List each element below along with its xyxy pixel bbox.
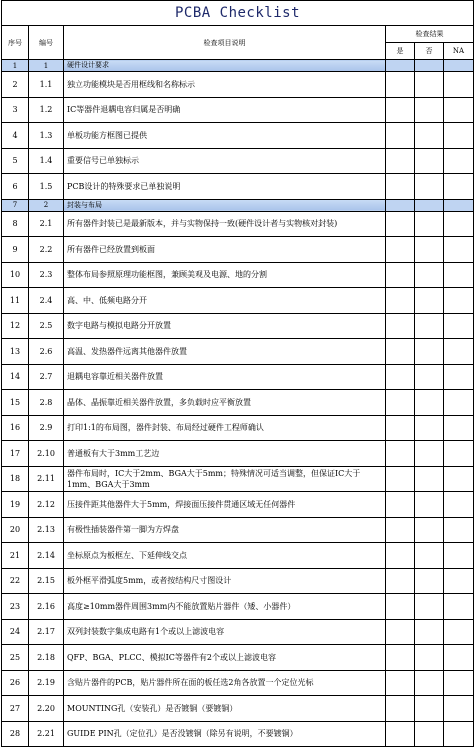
table-row [2,288,474,314]
check-no-cell[interactable] [415,123,444,149]
check-yes-cell[interactable] [386,174,415,200]
header-result: 检查结果 [386,26,474,43]
row-id: 2.14 [29,543,64,569]
row-id: 2.11 [29,466,64,492]
row-desc: 高温、发热器件远离其他器件放置 [64,339,386,365]
header-no: 否 [415,43,444,60]
table-row [2,123,474,149]
check-yes-cell[interactable] [386,211,415,237]
check-no-cell[interactable] [415,339,444,365]
check-no-cell[interactable] [415,466,444,492]
check-no-cell[interactable] [415,670,444,696]
row-seq: 16 [2,415,29,441]
row-seq: 22 [2,568,29,594]
check-na-cell[interactable] [444,543,474,569]
row-desc: 所有器件封装已是最新版本，并与实物保持一致(硬件设计者与实物核对封装) [64,211,386,237]
section-row [2,199,474,211]
row-desc: 含贴片器件的PCB，贴片器件所在面的板任选2角各放置一个定位光标 [64,670,386,696]
check-no-cell[interactable] [415,364,444,390]
check-yes-cell[interactable] [386,237,415,263]
check-yes-cell[interactable] [386,97,415,123]
row-seq: 15 [2,390,29,416]
check-yes-cell[interactable] [386,645,415,671]
check-no-cell[interactable] [415,619,444,645]
check-na-cell[interactable] [444,696,474,722]
row-desc: 器件布局时，IC大于2mm、BGA大于5mm；特殊情况可适当调整，但保证IC大于1mm、BGA大于3mm [64,466,386,492]
check-yes-cell[interactable] [386,594,415,620]
check-yes-cell[interactable] [386,696,415,722]
row-id: 2.17 [29,619,64,645]
check-na-cell[interactable] [444,415,474,441]
row-id: 2.18 [29,645,64,671]
check-na-cell[interactable] [444,123,474,149]
row-desc: PCB设计的特殊要求已单独说明 [64,174,386,200]
check-no-cell[interactable] [415,199,444,211]
table-row [2,543,474,569]
row-desc: 所有器件已经放置到板面 [64,237,386,263]
check-yes-cell[interactable] [386,568,415,594]
row-id: 2.9 [29,415,64,441]
check-na-cell[interactable] [444,364,474,390]
row-desc: 高度≥10mm器件周围3mm内不能放置贴片器件（矮、小器件） [64,594,386,620]
row-id: 1 [29,60,64,72]
row-seq: 8 [2,211,29,237]
row-desc: 单板功能方框图已提供 [64,123,386,149]
table-row [2,72,474,98]
check-yes-cell[interactable] [386,390,415,416]
check-no-cell[interactable] [415,696,444,722]
row-id: 2.16 [29,594,64,620]
row-id: 2.6 [29,339,64,365]
row-seq: 20 [2,517,29,543]
check-yes-cell[interactable] [386,123,415,149]
check-na-cell[interactable] [444,288,474,314]
row-seq: 24 [2,619,29,645]
check-yes-cell[interactable] [386,148,415,174]
check-yes-cell[interactable] [386,543,415,569]
check-no-cell[interactable] [415,568,444,594]
row-seq: 2 [2,72,29,98]
table-row [2,390,474,416]
check-na-cell[interactable] [444,619,474,645]
table-row [2,492,474,518]
row-seq: 28 [2,721,29,747]
check-no-cell[interactable] [415,148,444,174]
check-no-cell[interactable] [415,517,444,543]
check-na-cell[interactable] [444,466,474,492]
check-no-cell[interactable] [415,390,444,416]
row-id: 2.7 [29,364,64,390]
row-desc: 压接件距其他器件大于5mm，焊接面压接件贯通区域无任何器件 [64,492,386,518]
check-no-cell[interactable] [415,492,444,518]
check-na-cell[interactable] [444,670,474,696]
check-yes-cell[interactable] [386,199,415,211]
check-yes-cell[interactable] [386,262,415,288]
row-desc: MOUNTING孔（安装孔）是否镀铜（要镀铜） [64,696,386,722]
row-desc: 板外框平滑弧度5mm，或者按结构尺寸图设计 [64,568,386,594]
table-row [2,211,474,237]
row-seq: 3 [2,97,29,123]
table-row [2,568,474,594]
check-yes-cell[interactable] [386,415,415,441]
table-row [2,148,474,174]
check-na-cell[interactable] [444,594,474,620]
row-id: 2.5 [29,313,64,339]
row-id: 1.3 [29,123,64,149]
row-seq: 21 [2,543,29,569]
check-na-cell[interactable] [444,237,474,263]
row-desc: 独立功能模块是否用框线和名称标示 [64,72,386,98]
check-no-cell[interactable] [415,543,444,569]
table-row [2,339,474,365]
check-na-cell[interactable] [444,313,474,339]
check-yes-cell[interactable] [386,466,415,492]
check-no-cell[interactable] [415,441,444,467]
check-na-cell[interactable] [444,390,474,416]
row-seq: 13 [2,339,29,365]
row-seq: 9 [2,237,29,263]
row-seq: 1 [2,60,29,72]
header-yes: 是 [386,43,415,60]
row-id: 1.1 [29,72,64,98]
check-na-cell[interactable] [444,211,474,237]
table-row [2,97,474,123]
table-row [2,174,474,200]
row-desc: 有极性插装器件第一脚为方焊盘 [64,517,386,543]
check-no-cell[interactable] [415,262,444,288]
row-desc: 打印1:1的布局图，器件封装、布局经过硬件工程师确认 [64,415,386,441]
table-row [2,313,474,339]
check-no-cell[interactable] [415,645,444,671]
row-desc: GUIDE PIN孔（定位孔）是否没镀铜（除另有说明，不要镀铜） [64,721,386,747]
check-yes-cell[interactable] [386,60,415,72]
check-no-cell[interactable] [415,60,444,72]
row-seq: 26 [2,670,29,696]
check-na-cell[interactable] [444,174,474,200]
check-no-cell[interactable] [415,97,444,123]
check-no-cell[interactable] [415,72,444,98]
table-row [2,466,474,492]
row-seq: 14 [2,364,29,390]
check-na-cell[interactable] [444,568,474,594]
section-row [2,60,474,72]
table-row [2,517,474,543]
table-row [2,594,474,620]
check-yes-cell[interactable] [386,313,415,339]
row-seq: 17 [2,441,29,467]
check-na-cell[interactable] [444,60,474,72]
row-id: 2.19 [29,670,64,696]
check-no-cell[interactable] [415,721,444,747]
row-seq: 7 [2,199,29,211]
row-desc: 晶体、晶振靠近相关器件放置，多负载时应平衡放置 [64,390,386,416]
table-row [2,645,474,671]
row-desc: 双列封装数字集成电路有1个或以上滤波电容 [64,619,386,645]
table-row [2,415,474,441]
row-seq: 25 [2,645,29,671]
row-seq: 27 [2,696,29,722]
check-yes-cell[interactable] [386,364,415,390]
check-na-cell[interactable] [444,721,474,747]
row-seq: 6 [2,174,29,200]
table-row [2,364,474,390]
table-row [2,696,474,722]
row-id: 2.10 [29,441,64,467]
check-na-cell[interactable] [444,339,474,365]
row-seq: 4 [2,123,29,149]
header-seq: 序号 [2,26,29,60]
row-seq: 5 [2,148,29,174]
check-yes-cell[interactable] [386,339,415,365]
check-na-cell[interactable] [444,97,474,123]
row-desc: 普通板有大于3mm工艺边 [64,441,386,467]
check-yes-cell[interactable] [386,619,415,645]
check-na-cell[interactable] [444,441,474,467]
check-na-cell[interactable] [444,72,474,98]
header-desc: 检查项目说明 [64,26,386,60]
check-no-cell[interactable] [415,237,444,263]
check-no-cell[interactable] [415,211,444,237]
check-na-cell[interactable] [444,148,474,174]
check-no-cell[interactable] [415,594,444,620]
row-seq: 12 [2,313,29,339]
table-row [2,237,474,263]
check-no-cell[interactable] [415,313,444,339]
row-desc: 数字电路与模拟电路分开放置 [64,313,386,339]
checklist-table [1,0,474,747]
check-no-cell[interactable] [415,415,444,441]
check-na-cell[interactable] [444,492,474,518]
table-row [2,262,474,288]
title-row [2,1,474,26]
row-desc: 整体布局参照原理功能框图，兼顾美观及电源、地的分割 [64,262,386,288]
table-row [2,670,474,696]
header-row [2,26,474,43]
table-row [2,441,474,467]
row-id: 2.4 [29,288,64,314]
row-desc: 退耦电容靠近相关器件放置 [64,364,386,390]
row-id: 2.21 [29,721,64,747]
row-id: 2.2 [29,237,64,263]
row-id: 2.3 [29,262,64,288]
check-yes-cell[interactable] [386,72,415,98]
row-desc: 高、中、低频电路分开 [64,288,386,314]
row-seq: 23 [2,594,29,620]
header-id: 编号 [29,26,64,60]
check-na-cell[interactable] [444,262,474,288]
row-seq: 19 [2,492,29,518]
row-desc: IC等器件退耦电容归属是否明确 [64,97,386,123]
row-seq: 11 [2,288,29,314]
header-na: NA [444,43,474,60]
check-na-cell[interactable] [444,199,474,211]
check-yes-cell[interactable] [386,492,415,518]
check-na-cell[interactable] [444,645,474,671]
row-id: 2.15 [29,568,64,594]
check-no-cell[interactable] [415,174,444,200]
table-row [2,619,474,645]
row-seq: 18 [2,466,29,492]
row-desc: 坐标原点为板框左、下延伸线交点 [64,543,386,569]
row-id: 2.20 [29,696,64,722]
row-id: 2 [29,199,64,211]
table-row [2,721,474,747]
row-id: 1.2 [29,97,64,123]
row-id: 1.5 [29,174,64,200]
check-yes-cell[interactable] [386,441,415,467]
row-id: 2.12 [29,492,64,518]
row-seq: 10 [2,262,29,288]
row-id: 1.4 [29,148,64,174]
row-id: 2.13 [29,517,64,543]
check-na-cell[interactable] [444,517,474,543]
row-desc: 封装与布局 [64,199,386,211]
check-yes-cell[interactable] [386,670,415,696]
row-id: 2.8 [29,390,64,416]
check-yes-cell[interactable] [386,721,415,747]
row-desc: 硬件设计要求 [64,60,386,72]
check-yes-cell[interactable] [386,288,415,314]
row-id: 2.1 [29,211,64,237]
page-title: PCBA Checklist [2,1,474,26]
check-yes-cell[interactable] [386,517,415,543]
row-desc: 重要信号已单独标示 [64,148,386,174]
row-desc: QFP、BGA、PLCC、模拟IC等器件有2个或以上滤波电容 [64,645,386,671]
check-no-cell[interactable] [415,288,444,314]
